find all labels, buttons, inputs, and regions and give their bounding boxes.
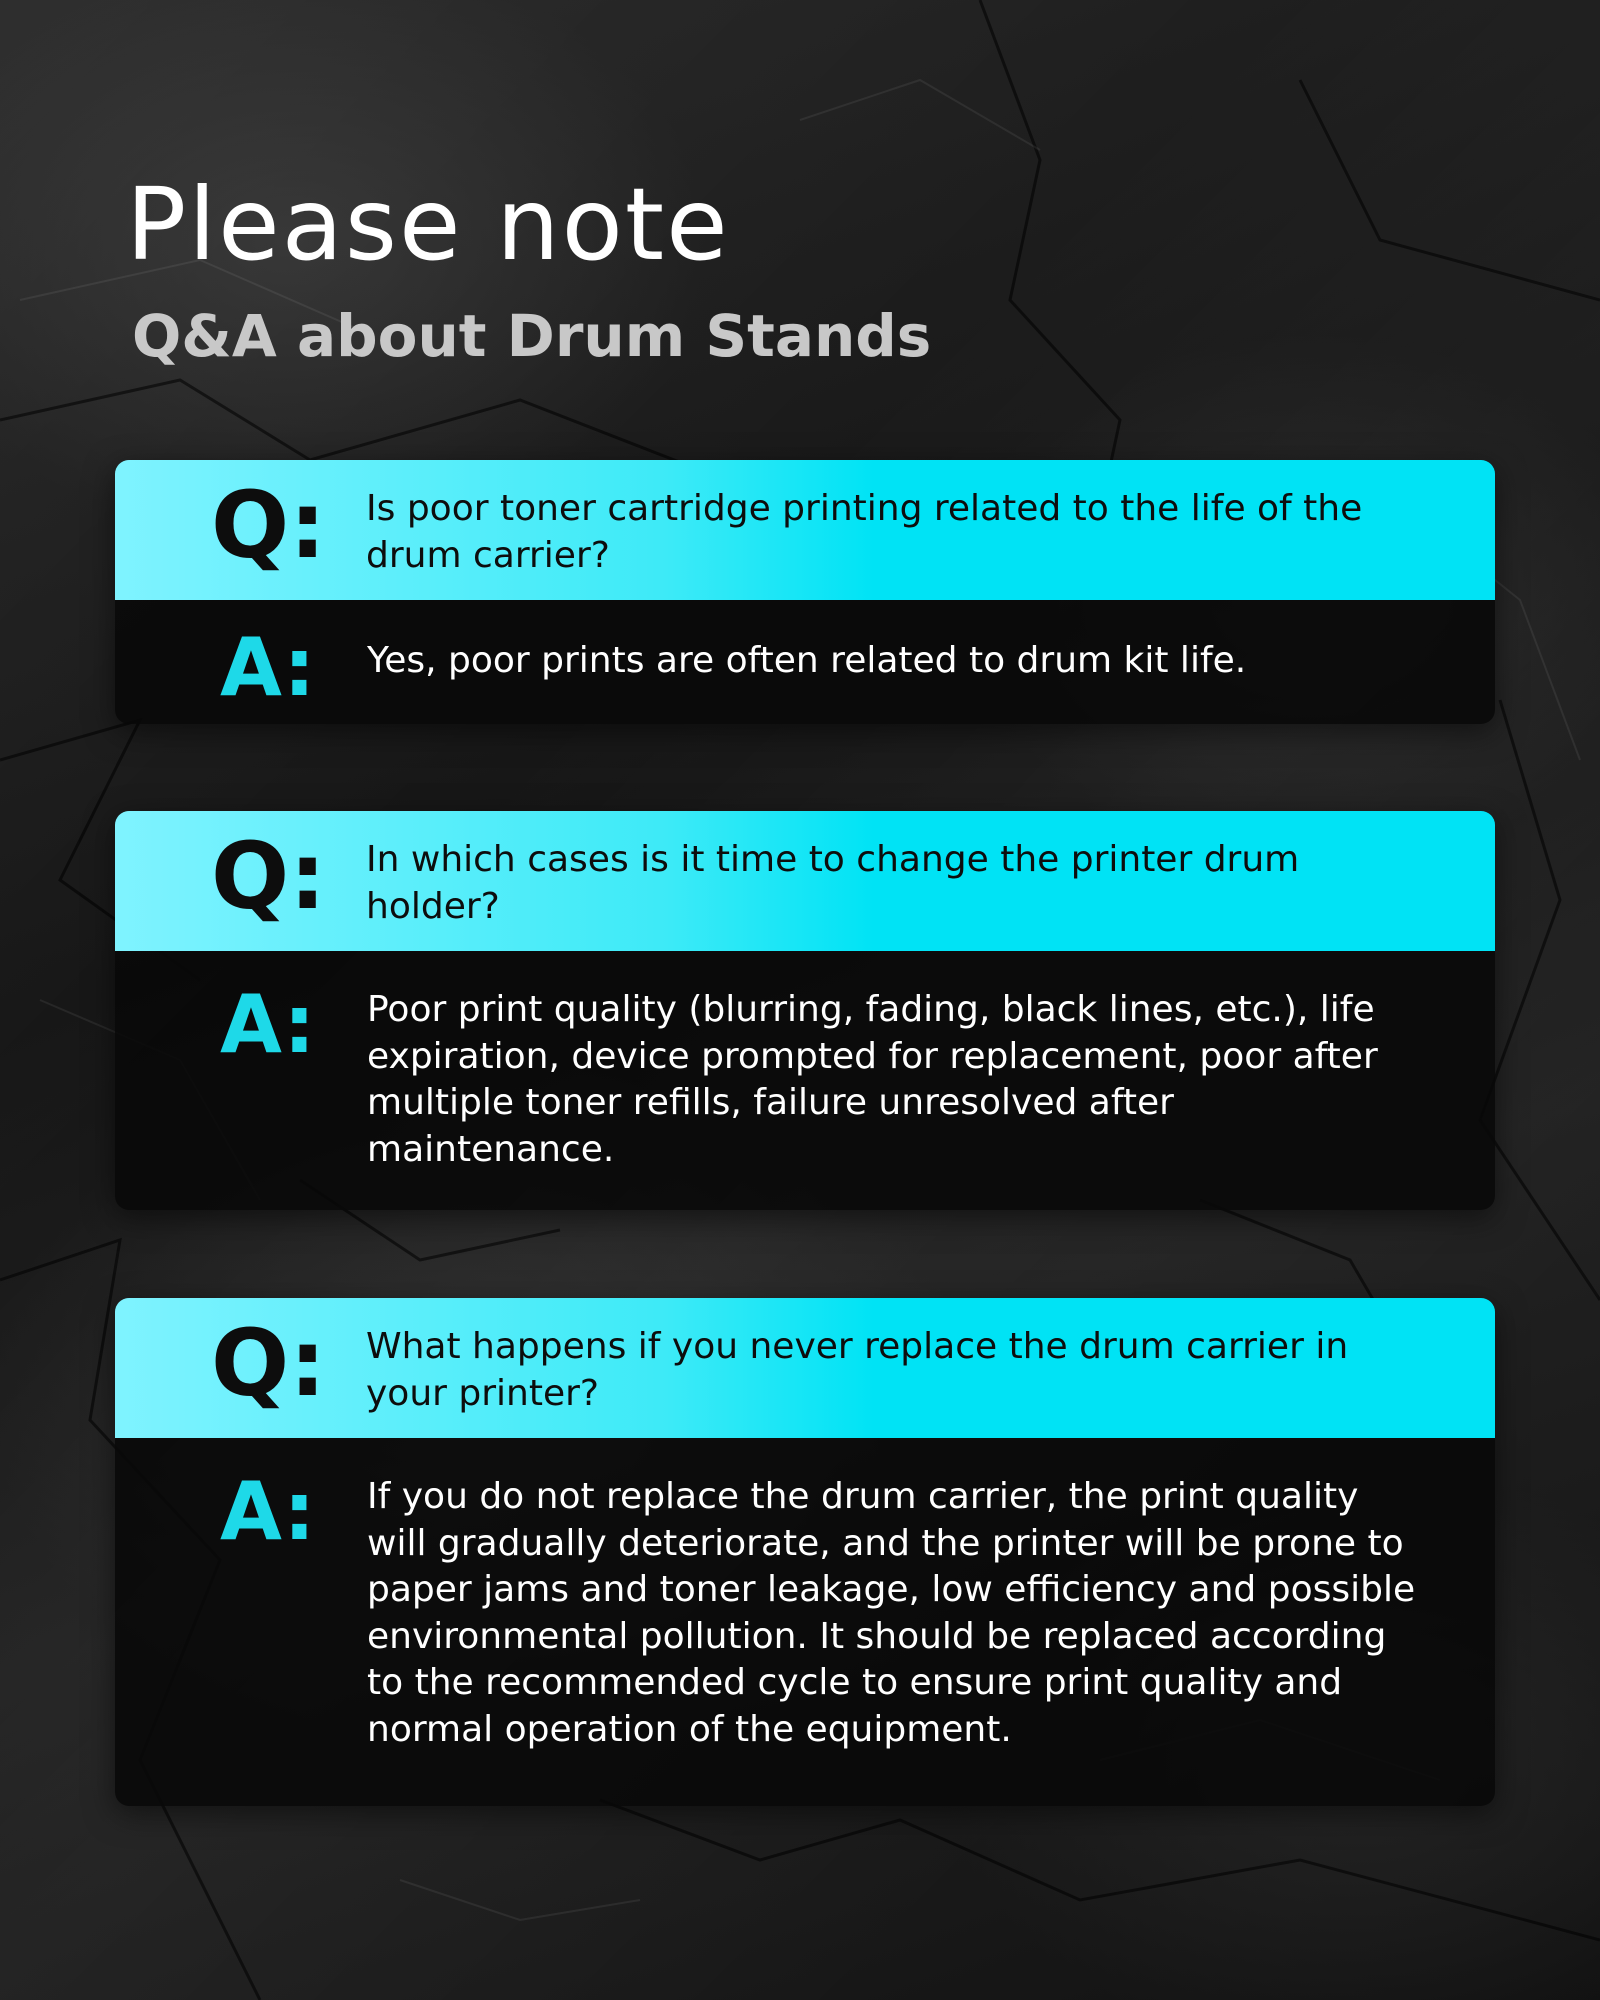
question-label: Q: bbox=[211, 823, 326, 930]
answer-box bbox=[115, 600, 1495, 724]
question-label: Q: bbox=[211, 1310, 326, 1417]
answer-text: If you do not replace the drum carrier, the print quality will gradually deteriorate, and the printer will be prone to paper jams and toner leakage, low efficiency and possible environmental pollution. It should be replaced according to the recommended cycle to ensure print quality and normal operation of the equipment. bbox=[367, 1476, 1416, 1750]
answer-label: A: bbox=[220, 621, 316, 714]
question-text: Is poor toner cartridge printing related to the life of the drum carrier? bbox=[366, 488, 1363, 576]
qa-card-2 bbox=[115, 811, 1495, 1210]
answer-text: Poor print quality (blurring, fading, black lines, etc.), life expiration, device prompted for replacement, poor after multiple toner refills, failure unresolved after maintenance. bbox=[367, 989, 1378, 1170]
answer-label: A: bbox=[220, 1465, 316, 1558]
qa-card-3 bbox=[115, 1298, 1495, 1806]
question-text: What happens if you never replace the drum carrier in your printer? bbox=[366, 1326, 1349, 1414]
answer-box bbox=[115, 951, 1495, 1210]
qa-card-1 bbox=[115, 460, 1495, 724]
page-subtitle: Q&A about Drum Stands bbox=[132, 302, 932, 370]
question-label: Q: bbox=[211, 472, 326, 579]
page-title: Please note bbox=[126, 166, 730, 283]
question-bar bbox=[115, 1298, 1495, 1438]
answer-text: Yes, poor prints are often related to drum kit life. bbox=[367, 640, 1247, 681]
question-bar bbox=[115, 460, 1495, 600]
answer-box bbox=[115, 1438, 1495, 1806]
answer-label: A: bbox=[220, 978, 316, 1071]
question-text: In which cases is it time to change the printer drum holder? bbox=[366, 839, 1300, 927]
question-bar bbox=[115, 811, 1495, 951]
